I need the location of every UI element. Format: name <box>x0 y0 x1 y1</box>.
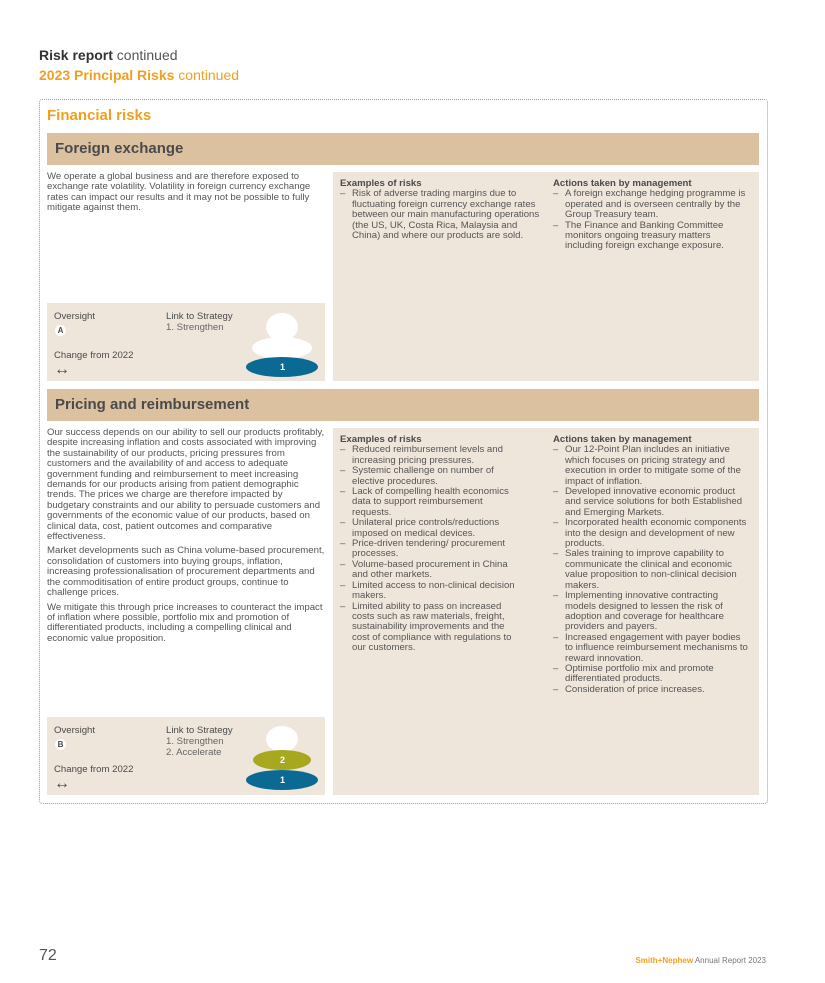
stone-middle <box>252 337 312 359</box>
examples-heading: Examples of risks <box>340 178 422 189</box>
strategy-stones-icon <box>245 307 321 379</box>
stone-top <box>266 313 298 341</box>
stone-label: 1 <box>280 775 286 785</box>
description-paragraph: Market developments such as China volume-based procurement, consolidation of customers into buying groups, inflation, increasing professionalisation of procurement departments and the commoditisation of entire product groups, continue to challenge prices. <box>47 545 325 599</box>
actions-heading: Actions taken by management <box>553 178 692 189</box>
oversight-badge: B <box>55 739 66 750</box>
page-number: 72 <box>39 947 57 964</box>
risk-detail-panel <box>333 172 759 381</box>
examples-heading: Examples of risks <box>340 434 422 445</box>
example-item: – Systemic challenge on number of elective procedures. <box>340 466 522 487</box>
risk-detail-panel <box>333 428 759 795</box>
risk-title: Foreign exchange <box>55 140 184 157</box>
report-name: Annual Report 2023 <box>693 956 766 965</box>
risk-metadata-panel <box>47 303 325 381</box>
action-item: – Implementing innovative contracting models designed to lessen the risk of adoption and coverage for healthcare providers and payers. <box>553 591 749 633</box>
category-title: Financial risks <box>47 107 152 124</box>
example-item: – Price-driven tendering/ procurement processes. <box>340 539 522 560</box>
description-paragraph: Our success depends on our ability to sell our products profitably, despite increasing inflation and costs associated with improving the sustainability of our products, pricing pressures from customers and the availability of and access to adequate government funding and reimbursement to meet increasing demands for our products arising from patient demographic trends. The prices we charge are therefore impacted by budgetary constraints and our ability to persuade customers and governments of the economic value of our products, based on clinical data, cost, patient outcomes and comparative effectiveness. <box>47 427 325 543</box>
action-item: – Our 12-Point Plan includes an initiative which focuses on pricing strategy and execution in order to mitigate some of the impact of inflation. <box>553 445 749 487</box>
no-change-arrow-icon: ↔ <box>54 775 70 792</box>
strategy-stones-icon <box>245 721 321 793</box>
action-item: – Developed innovative economic product and service solutions for both Established and Emerging Markets. <box>553 487 749 518</box>
strategy-item: 1. Strengthen <box>166 736 224 747</box>
risk-metadata-panel <box>47 717 325 795</box>
example-item: – Limited ability to pass on increased costs such as raw materials, freight, sustainability improvements and the cost of compliance with regulations to our customers. <box>340 602 522 654</box>
example-item: – Reduced reimbursement levels and increasing pricing pressures. <box>340 445 522 466</box>
change-label: Change from 2022 <box>54 764 134 775</box>
action-item: – Consideration of price increases. <box>553 685 749 695</box>
action-item: – Optimise portfolio mix and promote differentiated products. <box>553 664 749 685</box>
change-label: Change from 2022 <box>54 350 134 361</box>
examples-column <box>340 179 540 241</box>
oversight-label: Oversight <box>54 725 96 736</box>
oversight-label: Oversight <box>54 311 96 322</box>
actions-column <box>553 435 749 695</box>
description-paragraph: We operate a global business and are therefore exposed to exchange rate volatility. Volatility in foreign currency exchange rates can impact our results and it may not be possible to fully mitigate against them. <box>47 171 311 214</box>
report-section-title: Risk report continued <box>39 47 178 63</box>
risk-title-band <box>47 133 759 165</box>
examples-column <box>340 435 522 654</box>
footer-brand <box>635 956 766 965</box>
no-change-arrow-icon: ↔ <box>54 361 70 378</box>
report-subsection-title: 2023 Principal Risks continued <box>39 67 240 83</box>
risk-title-band <box>47 389 759 421</box>
example-item: – Risk of adverse trading margins due to fluctuating foreign currency exchange rates between our main manufacturing operations (the US, UK, Costa Rica, Malaysia and China) and where our products are sold. <box>340 189 540 241</box>
action-item: – Sales training to improve capability to communicate the clinical and economic value proposition to non-clinical decision makers. <box>553 549 749 591</box>
example-item: – Lack of compelling health economics data to support reimbursement requests. <box>340 487 522 518</box>
example-item: – Limited access to non-clinical decision makers. <box>340 581 522 602</box>
stone-top <box>266 726 298 752</box>
actions-column <box>553 179 749 252</box>
action-item: – The Finance and Banking Committee monitors ongoing treasury matters including foreign exchange exposure. <box>553 221 749 252</box>
brand-name: Smith+Nephew <box>635 956 694 965</box>
stone-label: 2 <box>280 755 286 765</box>
risk-description <box>47 428 327 648</box>
strategy-label: Link to Strategy <box>166 725 233 736</box>
strategy-item: 1. Strengthen <box>166 322 224 333</box>
oversight-badge: A <box>55 325 66 336</box>
action-item: – Incorporated health economic components into the design and development of new products. <box>553 518 749 549</box>
strategy-label: Link to Strategy <box>166 311 233 322</box>
risk-title: Pricing and reimbursement <box>55 396 250 413</box>
action-item: – A foreign exchange hedging programme is operated and is overseen centrally by the Group Treasury team. <box>553 189 749 220</box>
example-item: – Volume-based procurement in China and other markets. <box>340 560 522 581</box>
risk-description <box>47 172 327 218</box>
description-paragraph: We mitigate this through price increases to counteract the impact of inflation where possible, portfolio mix and promotion of differentiated products, including a compelling clinical and economic value proposition. <box>47 601 323 644</box>
action-item: – Increased engagement with payer bodies to influence reimbursement mechanisms to reward innovation. <box>553 633 749 664</box>
example-item: – Unilateral price controls/reductions imposed on medical devices. <box>340 518 522 539</box>
stone-label: 1 <box>280 362 286 372</box>
strategy-item: 2. Accelerate <box>166 747 222 758</box>
actions-heading: Actions taken by management <box>553 434 692 445</box>
